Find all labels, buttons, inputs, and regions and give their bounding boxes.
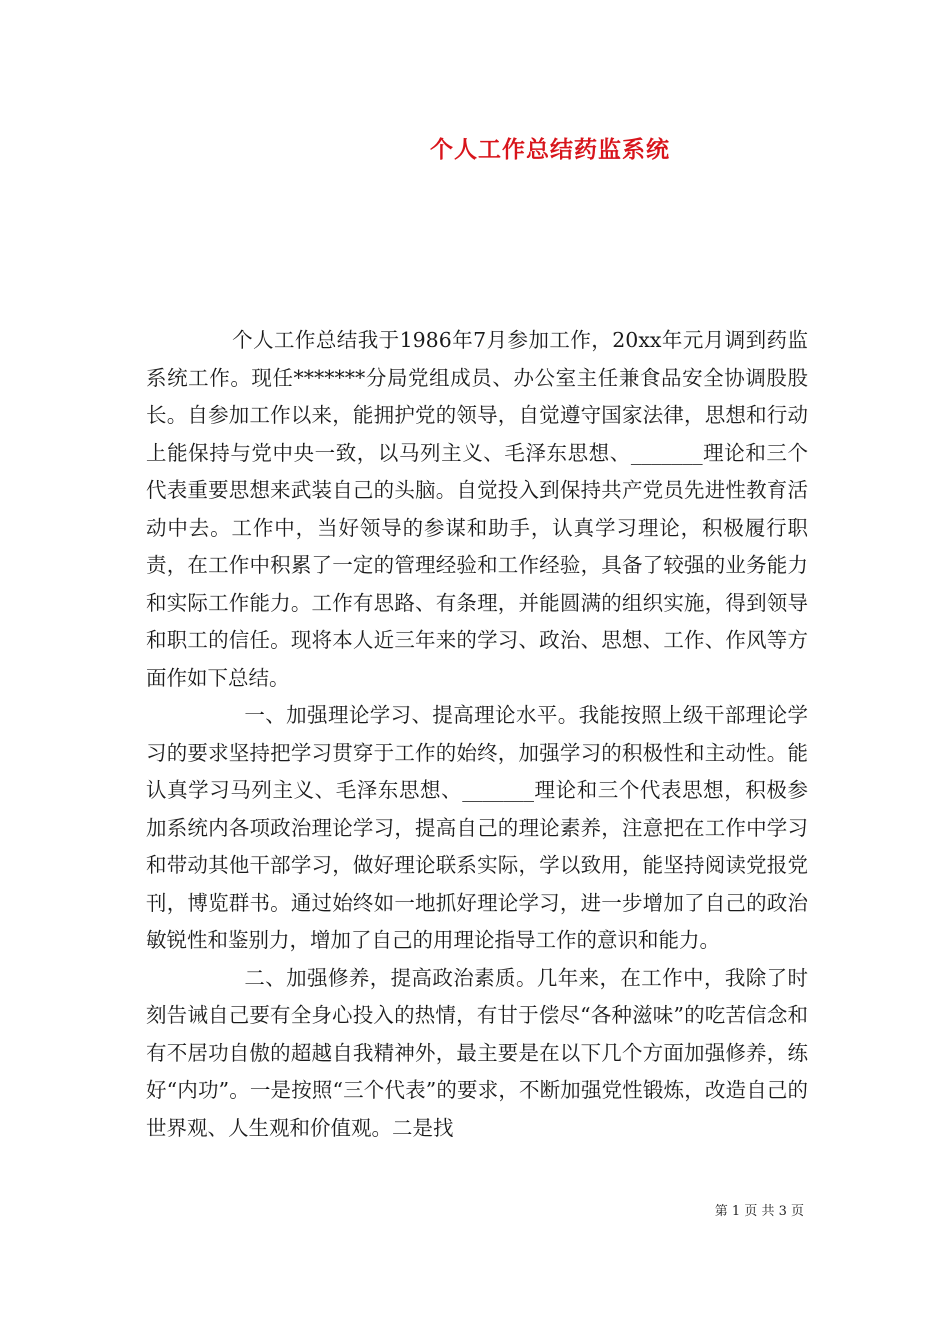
paragraph-intro: 个人工作总结我于1986年7月参加工作，20xx年元月调到药监系统工作。现任*******分局党组成员、办公室主任兼食品安全协调股股长。自参加工作以来，能拥护党的领导，自觉遵守国家法律，思想和行动上能保持与党中央一致，以马列主义、毛泽东思想、_______理论和三个代表重要思想来武装自己的头脑。自觉投入到保持共产党员先进性教育活动中去。工作中，当好领导的参谋和助手，认真学习理论，积极履行职责，在工作中积累了一定的管理经验和工作经验，具备了较强的业务能力和实际工作能力。工作有思路、有条理，并能圆满的组织实施，得到领导和职工的信任。现将本人近三年来的学习、政治、思想、工作、作风等方面作如下总结。 <box>146 328 808 690</box>
document-body <box>146 322 808 1147</box>
paragraph-theory-study: 一、加强理论学习、提高理论水平。我能按照上级干部理论学习的要求坚持把学习贯穿于工作的始终，加强学习的积极性和主动性。能认真学习马列主义、毛泽东思想、_______理论和三个代表思想，积极参加系统内各项政治理论学习，提高自己的理论素养，注意把在工作中学习和带动其他干部学习，做好理论联系实际，学以致用，能坚持阅读党报党刊，博览群书。通过始终如一地抓好理论学习，进一步增加了自己的政治敏锐性和鉴别力，增加了自己的用理论指导工作的意识和能力。 <box>146 703 808 952</box>
page-number-footer: 第 1 页 共 3 页 <box>714 1204 804 1219</box>
paragraph-political-quality: 二、加强修养，提高政治素质。几年来，在工作中，我除了时刻告诫自己要有全身心投入的热情，有甘于偿尽“各种滋味”的吃苦信念和有不居功自傲的超越自我精神外，最主要是在以下几个方面加强修养，练好“内功”。一是按照“三个代表”的要求，不断加强党性锻炼，改造自己的世界观、人生观和价值观。二是找 <box>146 965 808 1140</box>
document-title: 个人工作总结药监系统 <box>430 136 670 163</box>
